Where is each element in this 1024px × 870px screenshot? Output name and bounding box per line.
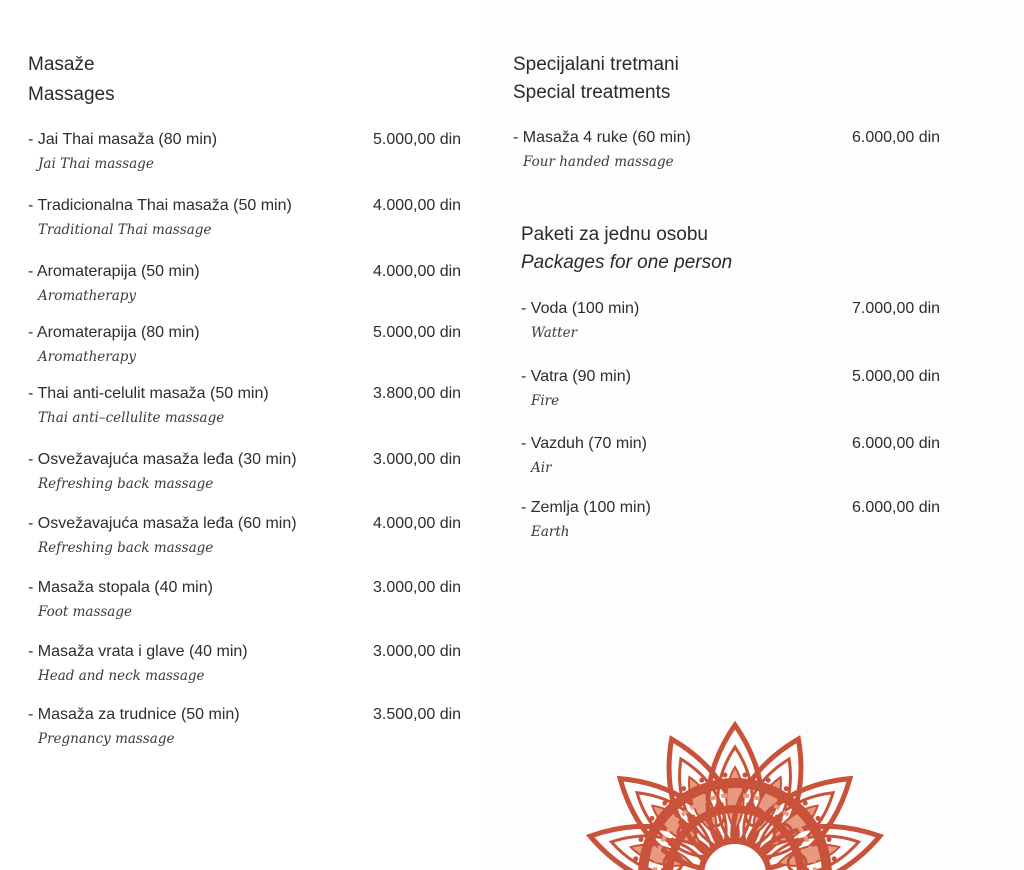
item-translation: Fire bbox=[531, 393, 560, 409]
item-name: - Masaža za trudnice (50 min) bbox=[28, 706, 240, 723]
item-price: 3.800,00 din bbox=[373, 385, 462, 402]
packages-title-en: Packages for one person bbox=[521, 252, 733, 273]
item-translation: Aromatherapy bbox=[38, 349, 137, 365]
item-translation: Four handed massage bbox=[523, 154, 674, 170]
item-price: 3.000,00 din bbox=[373, 643, 462, 660]
menu-item bbox=[28, 706, 462, 747]
item-price: 6.000,00 din bbox=[852, 499, 941, 516]
item-price: 5.000,00 din bbox=[373, 131, 462, 148]
item-price: 4.000,00 din bbox=[373, 197, 462, 214]
item-price: 6.000,00 din bbox=[852, 129, 941, 146]
item-price: 3.000,00 din bbox=[373, 451, 462, 468]
item-translation: Earth bbox=[531, 524, 570, 540]
special-heading bbox=[513, 51, 679, 107]
item-translation: Traditional Thai massage bbox=[38, 222, 212, 238]
item-translation: Aromatherapy bbox=[38, 288, 137, 304]
item-name: - Aromaterapija (50 min) bbox=[28, 263, 200, 280]
menu-item bbox=[28, 324, 462, 365]
item-name: - Tradicionalna Thai masaža (50 min) bbox=[28, 197, 292, 214]
item-name: - Aromaterapija (80 min) bbox=[28, 324, 200, 341]
item-translation: Air bbox=[531, 460, 552, 476]
item-name: - Vatra (90 min) bbox=[521, 368, 631, 385]
lotus-mandala-ornament bbox=[510, 640, 960, 870]
item-price: 6.000,00 din bbox=[852, 435, 941, 452]
menu-item bbox=[28, 515, 462, 556]
item-name: - Thai anti-celulit masaža (50 min) bbox=[28, 385, 269, 402]
menu-item bbox=[521, 300, 941, 341]
item-translation: Watter bbox=[531, 325, 578, 341]
item-translation: Head and neck massage bbox=[38, 668, 205, 684]
item-price: 5.000,00 din bbox=[852, 368, 941, 385]
massages-title-sr: Masaže bbox=[28, 54, 95, 75]
item-name: - Osvežavajuća masaža leđa (30 min) bbox=[28, 451, 297, 468]
item-price: 5.000,00 din bbox=[373, 324, 462, 341]
menu-item bbox=[28, 385, 462, 426]
item-name: - Zemlja (100 min) bbox=[521, 499, 651, 516]
item-name: - Jai Thai masaža (80 min) bbox=[28, 131, 218, 148]
menu-item bbox=[513, 129, 941, 170]
menu-item bbox=[28, 643, 462, 684]
item-translation: Refreshing back massage bbox=[38, 476, 214, 492]
item-name: - Osvežavajuća masaža leđa (60 min) bbox=[28, 515, 297, 532]
item-name: - Masaža vrata i glave (40 min) bbox=[28, 643, 248, 660]
item-translation: Thai anti–cellulite massage bbox=[38, 410, 225, 426]
menu-item bbox=[28, 451, 462, 492]
massages-title-en: Massages bbox=[28, 84, 115, 105]
packages-heading bbox=[521, 221, 732, 277]
item-price: 4.000,00 din bbox=[373, 515, 462, 532]
item-name: - Masaža 4 ruke (60 min) bbox=[513, 129, 691, 146]
item-price: 7.000,00 din bbox=[852, 300, 941, 317]
special-title-sr: Specijalani tretmani bbox=[513, 54, 679, 75]
special-title-en: Special treatments bbox=[513, 82, 671, 103]
item-translation: Pregnancy massage bbox=[38, 731, 175, 747]
menu-item bbox=[521, 499, 941, 540]
item-name: - Voda (100 min) bbox=[521, 300, 640, 317]
menu-item bbox=[521, 368, 941, 409]
item-translation: Jai Thai massage bbox=[38, 156, 154, 172]
item-name: - Masaža stopala (40 min) bbox=[28, 579, 213, 596]
item-price: 3.500,00 din bbox=[373, 706, 462, 723]
menu-item bbox=[28, 263, 462, 304]
item-price: 4.000,00 din bbox=[373, 263, 462, 280]
item-price: 3.000,00 din bbox=[373, 579, 462, 596]
menu-item bbox=[28, 579, 462, 620]
item-translation: Refreshing back massage bbox=[38, 540, 214, 556]
menu-item bbox=[521, 435, 941, 476]
massages-heading bbox=[28, 51, 115, 109]
item-name: - Vazduh (70 min) bbox=[521, 435, 647, 452]
menu-item bbox=[28, 131, 462, 172]
packages-title-sr: Paketi za jednu osobu bbox=[521, 224, 708, 245]
menu-item bbox=[28, 197, 462, 238]
item-translation: Foot massage bbox=[38, 604, 132, 620]
